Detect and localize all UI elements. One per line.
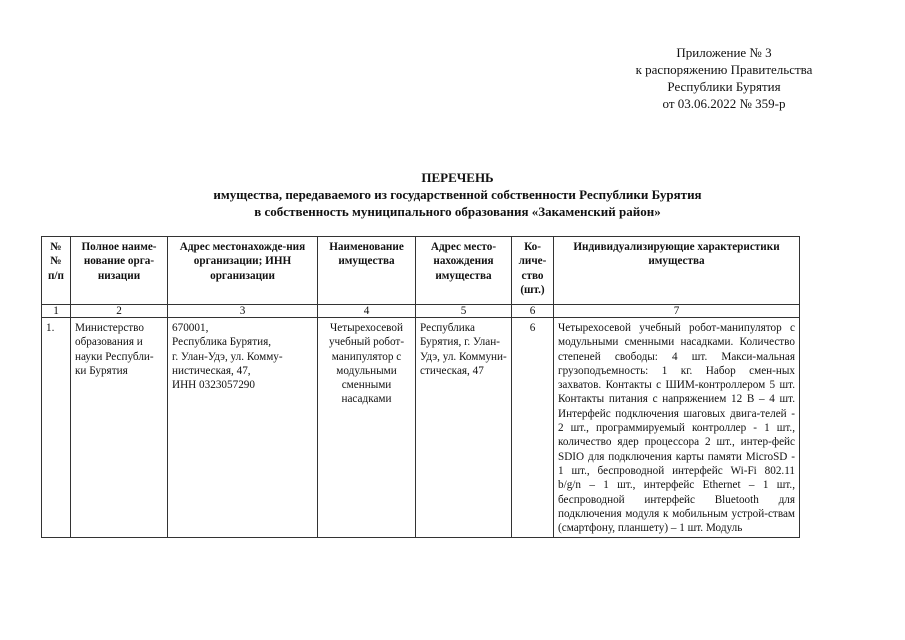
characteristics-cell: Четырехосевой учебный робот-манипулятор с модульными сменными насадками. Количество степеней свободы: 4 шт. Макси-мальная грузоподъемность: 1 кг. Набор смен-ных захватов. Контакты с ШИМ-контроллером 5 шт. Контакты питания с напряжением 12 В – 4 шт. Интерфейс подключения шаговых двига-телей - 2 шт., программируемый контроллер - 1 шт., количество ядер процессора 2 шт., интер-фейс SDIO для подключения карты памяти MicroSD - 1 шт., беспроводной интерфейс Wi-Fi 802.11 b/g/n – 1 шт., интерфейс Ethernet – 1 шт., беспроводной интерфейс Bluetooth для подключения модуля к мобильным устрой-ствам (смартфону, планшету) – 1 шт. Модуль — [554, 318, 800, 538]
column-number: 1 — [42, 305, 71, 318]
appendix-header — [600, 44, 848, 112]
org-name-cell: Министерство образования и науки Республи-ки Бурятия — [71, 318, 168, 538]
header-org-address: Адрес местонахожде-ния организации; ИНН организации — [168, 237, 318, 305]
property-name-cell: Четырехосевой учебный робот-манипулятор с модульными сменными насадками — [318, 318, 416, 538]
org-address-line: г. Улан-Удэ, ул. Комму-нистическая, 47, — [172, 350, 283, 377]
org-address-line: 670001, — [172, 322, 209, 334]
property-table — [41, 236, 800, 538]
column-number-row — [42, 305, 800, 318]
row-number: 1. — [42, 318, 71, 538]
appendix-number: Приложение № 3 — [676, 45, 772, 60]
column-number: 2 — [71, 305, 168, 318]
column-number: 7 — [554, 305, 800, 318]
header-number: №№ п/п — [42, 237, 71, 305]
column-number: 3 — [168, 305, 318, 318]
header-org-name: Полное наиме-нование орга-низации — [71, 237, 168, 305]
org-address-cell — [168, 318, 318, 538]
org-inn: ИНН 0323057290 — [172, 379, 255, 392]
appendix-date: от 03.06.2022 № 359-р — [662, 96, 786, 111]
quantity-cell: 6 — [512, 318, 554, 538]
header-property-address: Адрес место-нахождения имущества — [416, 237, 512, 305]
column-number: 4 — [318, 305, 416, 318]
header-characteristics: Индивидуализирующие характеристики имущества — [554, 237, 800, 305]
table-header-row — [42, 237, 800, 305]
document-title — [150, 169, 765, 220]
header-property-name: Наименование имущества — [318, 237, 416, 305]
property-address-cell: Республика Бурятия, г. Улан-Удэ, ул. Коммуни-стическая, 47 — [416, 318, 512, 538]
title-subtitle-line1: имущества, передаваемого из государственной собственности Республики Бурятия — [213, 187, 702, 202]
column-number: 6 — [512, 305, 554, 318]
header-quantity: Ко-личе-ство (шт.) — [512, 237, 554, 305]
column-number: 5 — [416, 305, 512, 318]
title-heading: ПЕРЕЧЕНЬ — [421, 170, 494, 185]
appendix-reference: к распоряжению Правительства — [635, 62, 813, 77]
appendix-authority: Республики Бурятия — [667, 79, 781, 94]
org-address-line: Республика Бурятия, — [172, 336, 272, 349]
table-row — [42, 318, 800, 538]
title-subtitle-line2: в собственность муниципального образования «Закаменский район» — [254, 204, 661, 219]
